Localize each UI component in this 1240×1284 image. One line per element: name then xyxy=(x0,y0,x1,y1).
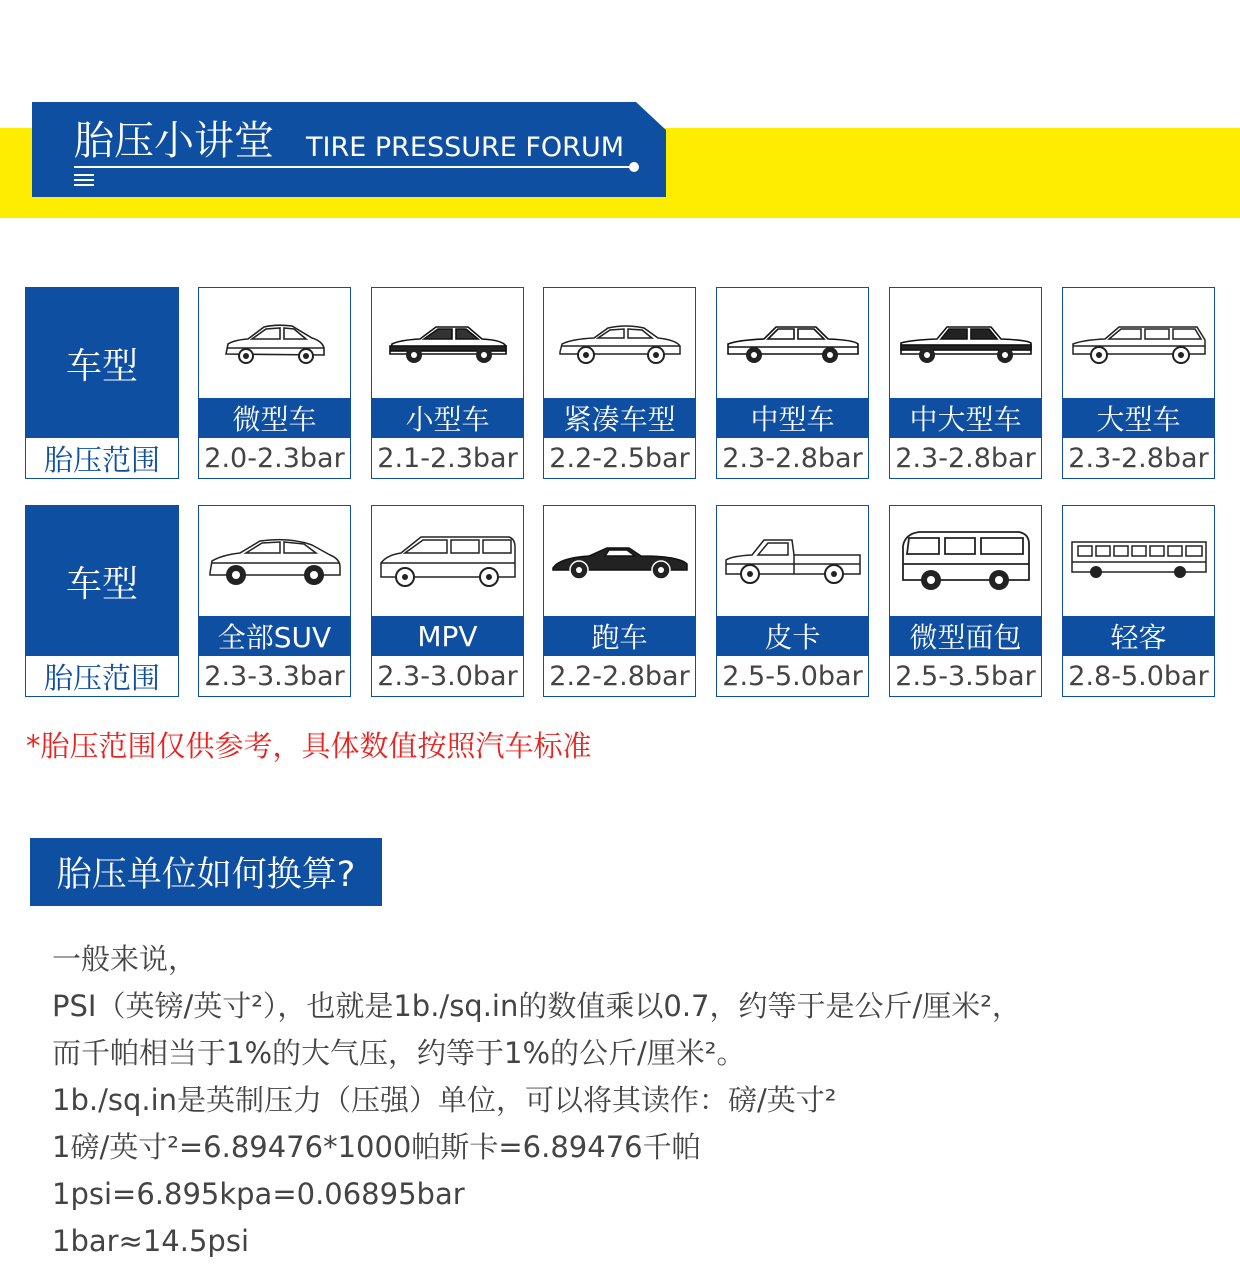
sports-car-icon xyxy=(544,506,695,616)
car-type-row-1 xyxy=(25,287,1215,479)
car-type-name: 跑车 xyxy=(544,616,695,656)
car-cell-light-bus xyxy=(1062,505,1215,697)
row-label-car-type: 车型 xyxy=(26,288,178,438)
car-type-name: 紧凑车型 xyxy=(544,398,695,438)
car-cell-microvan xyxy=(889,505,1042,697)
banner-underline xyxy=(74,166,634,168)
car-cell-mpv xyxy=(371,505,524,697)
car-type-name: 全部SUV xyxy=(199,616,350,656)
car-type-name: MPV xyxy=(372,616,523,656)
pressure-range-note: *胎压范围仅供参考，具体数值按照汽车标准 xyxy=(26,729,592,763)
row-label-pressure-range: 胎压范围 xyxy=(43,660,160,695)
pressure-range-value: 2.8-5.0bar xyxy=(1068,660,1209,692)
pressure-range-value: 2.1-2.3bar xyxy=(377,442,518,474)
mpv-icon xyxy=(372,506,523,616)
car-type-row-2 xyxy=(25,505,1215,697)
bus-icon xyxy=(1063,506,1214,616)
text-line: 一般来说， xyxy=(52,942,198,976)
car-type-name: 轻客 xyxy=(1063,616,1214,656)
car-type-name: 皮卡 xyxy=(717,616,868,656)
minivan-icon xyxy=(890,506,1041,616)
small-sedan-icon xyxy=(372,288,523,398)
text-line: 而千帕相当于1%的大气压，约等于1%的公斤/厘米²。 xyxy=(52,1036,746,1070)
text-line: 1psi=6.895kpa=0.06895bar xyxy=(52,1177,465,1211)
car-cell-large-midsize xyxy=(889,287,1042,479)
car-type-name: 中型车 xyxy=(717,398,868,438)
car-cell-pickup xyxy=(716,505,869,697)
pressure-range-value: 2.2-2.5bar xyxy=(549,442,690,474)
pressure-range-value: 2.3-3.0bar xyxy=(377,660,518,692)
pressure-range-value: 2.2-2.8bar xyxy=(549,660,690,692)
banner-title: 胎压小讲堂 xyxy=(74,118,274,164)
pressure-range-value: 2.3-3.3bar xyxy=(204,660,345,692)
row-label-cell xyxy=(25,287,179,479)
hatchback-car-icon xyxy=(199,288,350,398)
car-cell-compact xyxy=(543,287,696,479)
row-label-car-type: 车型 xyxy=(26,506,178,656)
car-type-name: 微型面包 xyxy=(890,616,1041,656)
pressure-range-value: 2.5-5.0bar xyxy=(722,660,863,692)
pickup-truck-icon xyxy=(717,506,868,616)
car-cell-mini xyxy=(198,287,351,479)
large-sedan-icon xyxy=(890,288,1041,398)
menu-lines-icon xyxy=(74,174,94,186)
pressure-range-value: 2.3-2.8bar xyxy=(722,442,863,474)
pressure-range-value: 2.5-3.5bar xyxy=(895,660,1036,692)
compact-sedan-icon xyxy=(544,288,695,398)
car-type-name: 微型车 xyxy=(199,398,350,438)
midsize-sedan-icon xyxy=(717,288,868,398)
pressure-range-value: 2.0-2.3bar xyxy=(204,442,345,474)
banner-dot xyxy=(629,162,639,172)
suv-icon xyxy=(199,506,350,616)
section-heading: 胎压单位如何换算? xyxy=(30,838,382,906)
car-cell-large xyxy=(1062,287,1215,479)
text-line: PSI（英镑/英寸²），也就是1b./sq.in的数值乘以0.7，约等于是公斤/厘米²， xyxy=(52,989,1021,1023)
row-label-cell xyxy=(25,505,179,697)
car-type-name: 大型车 xyxy=(1063,398,1214,438)
pressure-range-value: 2.3-2.8bar xyxy=(895,442,1036,474)
car-type-name: 小型车 xyxy=(372,398,523,438)
car-cell-sports xyxy=(543,505,696,697)
text-line: 1磅/英寸²=6.89476*1000帕斯卡=6.89476千帕 xyxy=(52,1130,701,1164)
conversion-text xyxy=(52,936,1021,1265)
row-label-pressure-range: 胎压范围 xyxy=(43,442,160,477)
car-cell-suv xyxy=(198,505,351,697)
text-line: 1b./sq.in是英制压力（压强）单位，可以将其读作：磅/英寸² xyxy=(52,1083,837,1117)
car-type-name: 中大型车 xyxy=(890,398,1041,438)
car-cell-midsize xyxy=(716,287,869,479)
station-wagon-icon xyxy=(1063,288,1214,398)
banner-subtitle: TIRE PRESSURE FORUM xyxy=(306,132,625,163)
car-cell-small xyxy=(371,287,524,479)
pressure-range-value: 2.3-2.8bar xyxy=(1068,442,1209,474)
text-line: 1bar≈14.5psi xyxy=(52,1224,249,1258)
